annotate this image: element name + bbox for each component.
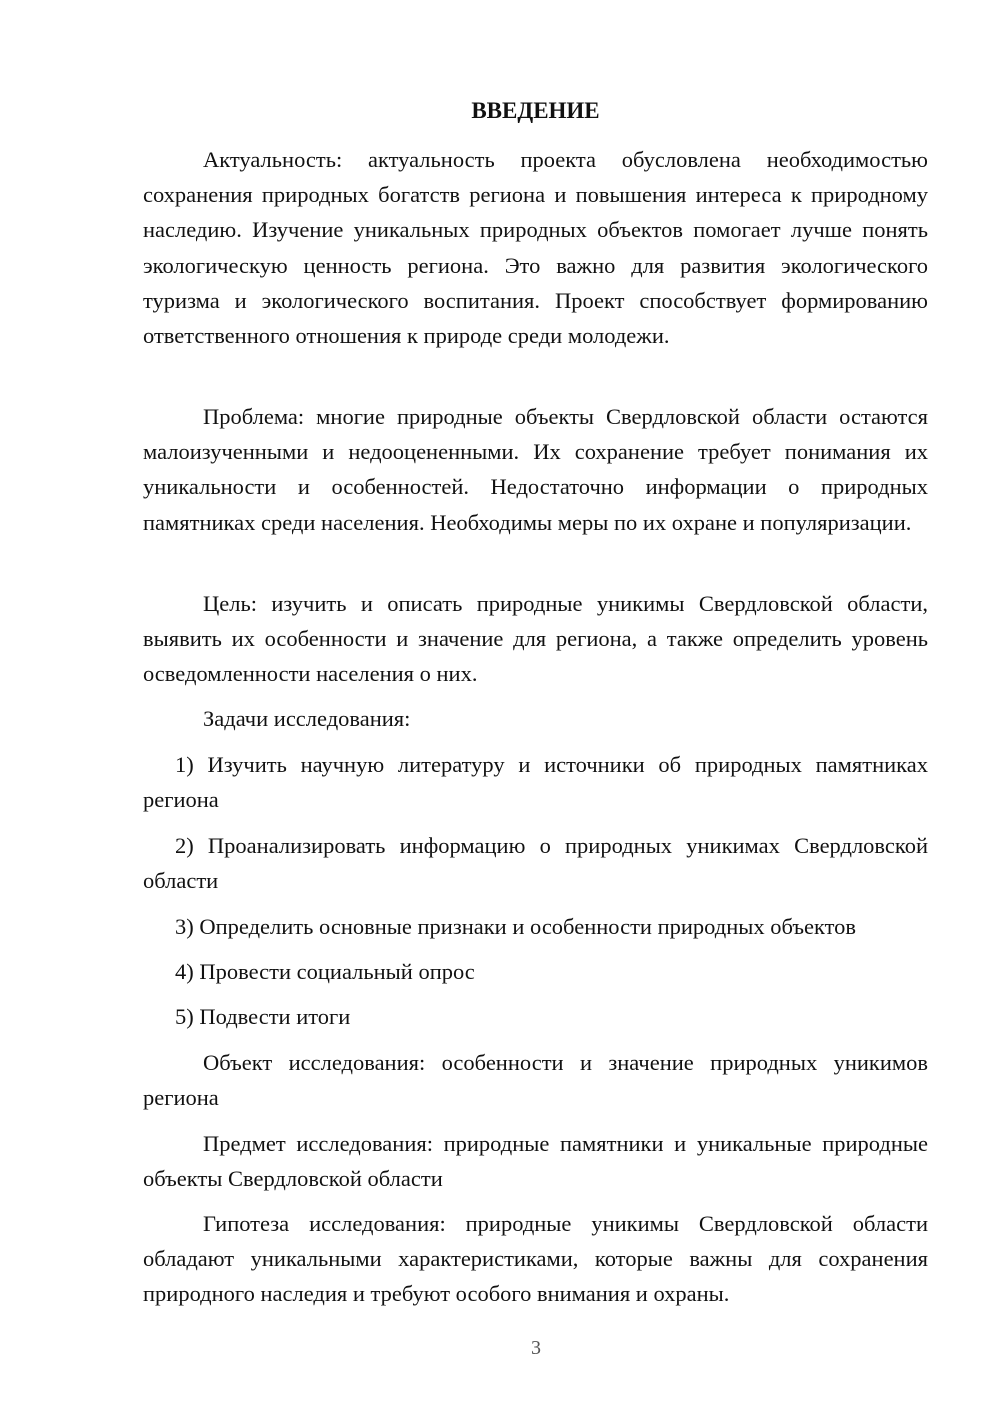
paragraph-tasks-title: Задачи исследования: <box>203 706 411 731</box>
paragraph-object: Объект исследования: особенности и значение природных уникимов региона <box>143 1050 928 1111</box>
page-number: 3 <box>531 1337 541 1359</box>
task-item-4: 4) Провести социальный опрос <box>175 959 475 984</box>
paragraph-goal: Цель: изучить и описать природные уникимы Свердловской области, выявить их особенности и значение для региона, а также определить уровень осведомленности населения о них. <box>143 591 928 687</box>
task-item-5: 5) Подвести итоги <box>175 1004 351 1029</box>
paragraph-relevance: Актуальность: актуальность проекта обусловлена необходимостью сохранения природных богатств региона и повышения интереса к природному наследию. Изучение уникальных природных объектов помогает лучше понять экологическую ценность региона. Это важно для развития экологического туризма и экологического воспитания. Проект способствует формированию ответственного отношения к природе среди молодежи. <box>143 147 928 349</box>
paragraph-problem: Проблема: многие природные объекты Свердловской области остаются малоизученными и недооцененными. Их сохранение требует понимания их уникальности и особенностей. Недостаточно информации о природных памятниках среди населения. Необходимы меры по их охране и популяризации. <box>143 404 928 535</box>
section-heading: ВВЕДЕНИЕ <box>471 98 600 123</box>
task-item-1: 1) Изучить научную литературу и источники об природных памятниках региона <box>143 752 928 813</box>
paragraph-subject: Предмет исследования: природные памятники и уникальные природные объекты Свердловской области <box>143 1131 928 1192</box>
task-item-3: 3) Определить основные признаки и особенности природных объектов <box>175 914 857 939</box>
paragraph-hypothesis: Гипотеза исследования: природные уникимы Свердловской области обладают уникальными характеристиками, которые важны для сохранения природного наследия и требуют особого внимания и охраны. <box>143 1211 928 1307</box>
task-item-2: 2) Проанализировать информацию о природных уникимах Свердловской области <box>143 833 928 894</box>
